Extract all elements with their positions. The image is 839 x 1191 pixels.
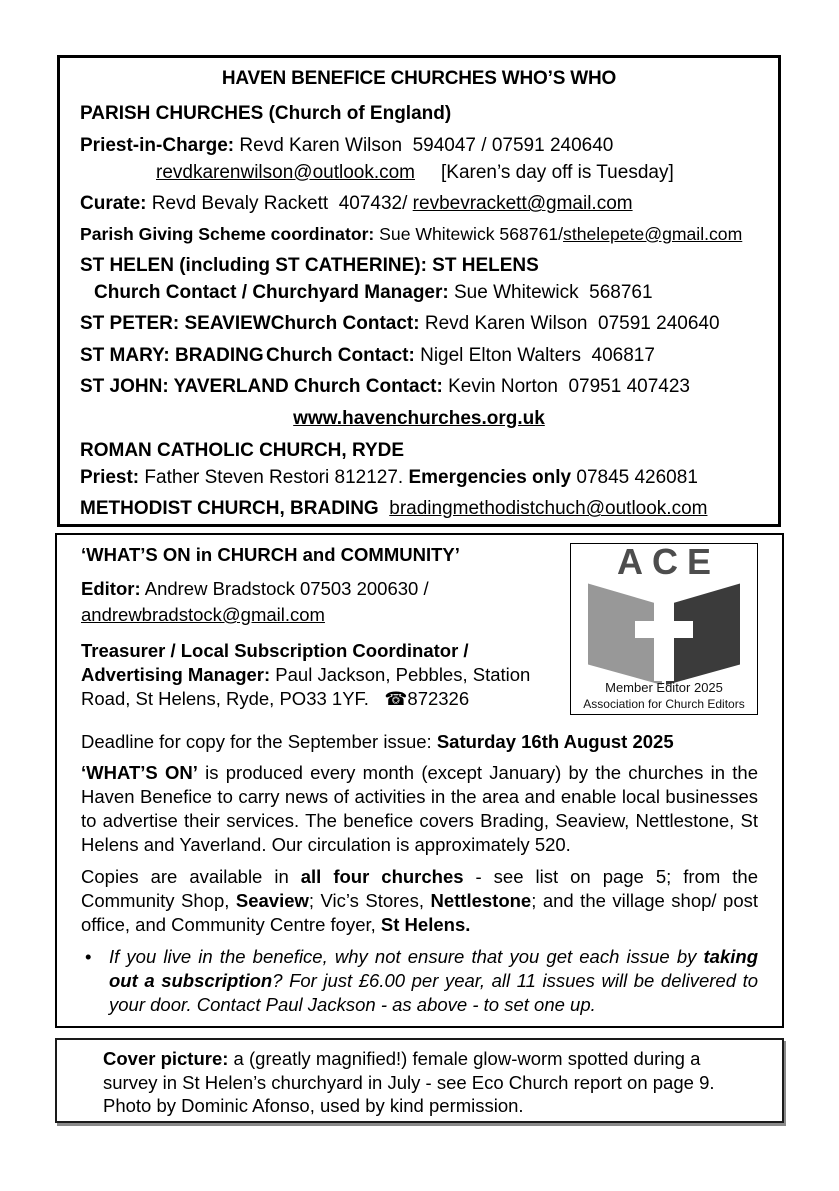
curate-email-link[interactable]: revbevrackett@gmail.com [412, 193, 633, 215]
subscription-bullet [81, 945, 758, 1017]
phone-icon: ☎ [384, 688, 408, 710]
priest-day-off-note: [Karen’s day off is Tuesday] [441, 161, 674, 183]
st-helen-contact-value: Sue Whitewick 568761 [448, 281, 653, 303]
rc-priest-value: Father Steven Restori 812127. [139, 466, 409, 488]
editor-email-link[interactable]: andrewbradstock@gmail.com [81, 604, 325, 626]
website-link[interactable]: www.havenchurches.org.uk [293, 408, 545, 429]
whos-who-box [57, 55, 781, 527]
rc-emergency-label: Emergencies only [408, 466, 572, 488]
rc-priest-label: Priest: [80, 466, 140, 488]
parish-churches-heading: PARISH CHURCHES (Church of England) [80, 103, 452, 125]
website-line [80, 406, 758, 431]
cross-icon [654, 601, 674, 681]
rc-priest-line [80, 465, 758, 490]
bullet-icon: • [85, 945, 92, 967]
church-name: ST PETER: SEAVIEW [80, 313, 271, 335]
st-helen-contact-line [80, 280, 758, 305]
ace-acronym: ACE [616, 541, 720, 582]
parish-giving-line [80, 223, 758, 246]
deadline-date: Saturday 16th August 2025 [436, 731, 674, 753]
rc-emergency-number: 07845 426081 [571, 466, 698, 488]
cover-picture-box [55, 1038, 784, 1123]
editor-value: Andrew Bradstock 07503 200630 / [140, 578, 429, 600]
treasurer-phone: 872326 [407, 688, 470, 710]
editor-email-line [81, 603, 558, 627]
subscription-text: If you live in the benefice, why not ensure that you get each issue by taking out a subscription? For just £6.00 per year, all 11 issues will be delivered to your door. Contact Paul Jackson - as above - to set one up. [109, 945, 758, 1015]
cross-icon [635, 621, 693, 638]
st-helen-contact-label: Church Contact / Churchyard Manager: [94, 281, 449, 303]
rc-church-heading: ROMAN CATHOLIC CHURCH, RYDE [80, 439, 405, 461]
church-row-st-john [80, 374, 758, 399]
curate-value: Revd Bevaly Rackett 407432/ [146, 193, 413, 215]
ace-member-logo [570, 543, 758, 715]
open-book-icon [588, 577, 740, 685]
editor-label: Editor: [81, 578, 141, 600]
parish-giving-value: Sue Whitewick 568761/ [374, 223, 564, 244]
parish-giving-email-link[interactable]: sthelepete@gmail.com [563, 223, 743, 244]
parish-giving-label: Parish Giving Scheme coordinator: [80, 223, 375, 244]
page-title: HAVEN BENEFICE CHURCHES WHO’S WHO [221, 68, 617, 89]
whats-on-heading: ‘WHAT’S ON in CHURCH and COMMUNITY’ [81, 544, 460, 565]
cover-picture-text: Cover picture: a (greatly magnified!) female glow-worm spotted during a survey in St Helen’s churchyard in July - see Eco Church report on page 9. Photo by Dominic Afonso, used by kind permission. [103, 1048, 715, 1117]
advertising-manager-label: Advertising Manager: [81, 664, 271, 686]
treasurer-roles-label: Treasurer / Local Subscription Coordinator / [81, 640, 469, 662]
priest-email-link[interactable]: revdkarenwilson@outlook.com [156, 161, 416, 183]
deadline-text: Deadline for copy for the September issue: [81, 731, 437, 753]
priest-email-line [80, 160, 758, 185]
treasurer-value: Paul Jackson, Pebbles, Station Road, St Helens, Ryde, PO33 1YF. [81, 664, 536, 710]
priest-in-charge-label: Priest-in-Charge: [80, 134, 235, 156]
whats-on-box [55, 533, 784, 1028]
priest-in-charge-value: Revd Karen Wilson 594047 / 07591 240640 [234, 134, 614, 156]
priest-in-charge-line [80, 133, 758, 158]
treasurer-line [81, 639, 558, 711]
curate-line [80, 191, 758, 216]
church-contact: Church Contact: Kevin Norton 07951 407423 [293, 376, 690, 398]
editor-line [81, 577, 558, 601]
ace-caption-association: Association for Church Editors [583, 697, 745, 711]
church-name: ST JOHN: YAVERLAND [80, 376, 294, 398]
methodist-line [80, 496, 758, 521]
ace-caption-member: Member Editor 2025 [605, 680, 723, 695]
church-name: ST MARY: BRADING [80, 344, 264, 366]
church-row-st-peter [80, 311, 758, 336]
church-contact: Church Contact: Nigel Elton Walters 406817 [266, 344, 655, 366]
st-helen-heading: ST HELEN (including ST CATHERINE): ST HELENS [80, 254, 539, 276]
church-row-st-mary [80, 343, 758, 368]
about-paragraph: ‘WHAT’S ON’ is produced every month (except January) by the churches in the Haven Benefice to carry news of activities in the area and enable local businesses to advertise their services. The benefice covers Brading, Seaview, Nettlestone, St Helens and Yaverland. Our circulation is approximately 520. [81, 762, 759, 856]
curate-label: Curate: [80, 193, 147, 215]
church-contact: Church Contact: Revd Karen Wilson 07591 240640 [270, 313, 720, 335]
copies-paragraph: Copies are available in all four churches - see list on page 5; from the Community Shop, Seaview; Vic’s Stores, Nettlestone; and the village shop/ post office, and Community Centre foyer, St Helens. [81, 865, 758, 935]
deadline-line [81, 730, 758, 754]
methodist-email-link[interactable]: bradingmethodistchuch@outlook.com [389, 498, 708, 520]
cover-picture-label: Cover picture: [103, 1048, 229, 1069]
methodist-heading: METHODIST CHURCH, BRADING [80, 498, 379, 520]
